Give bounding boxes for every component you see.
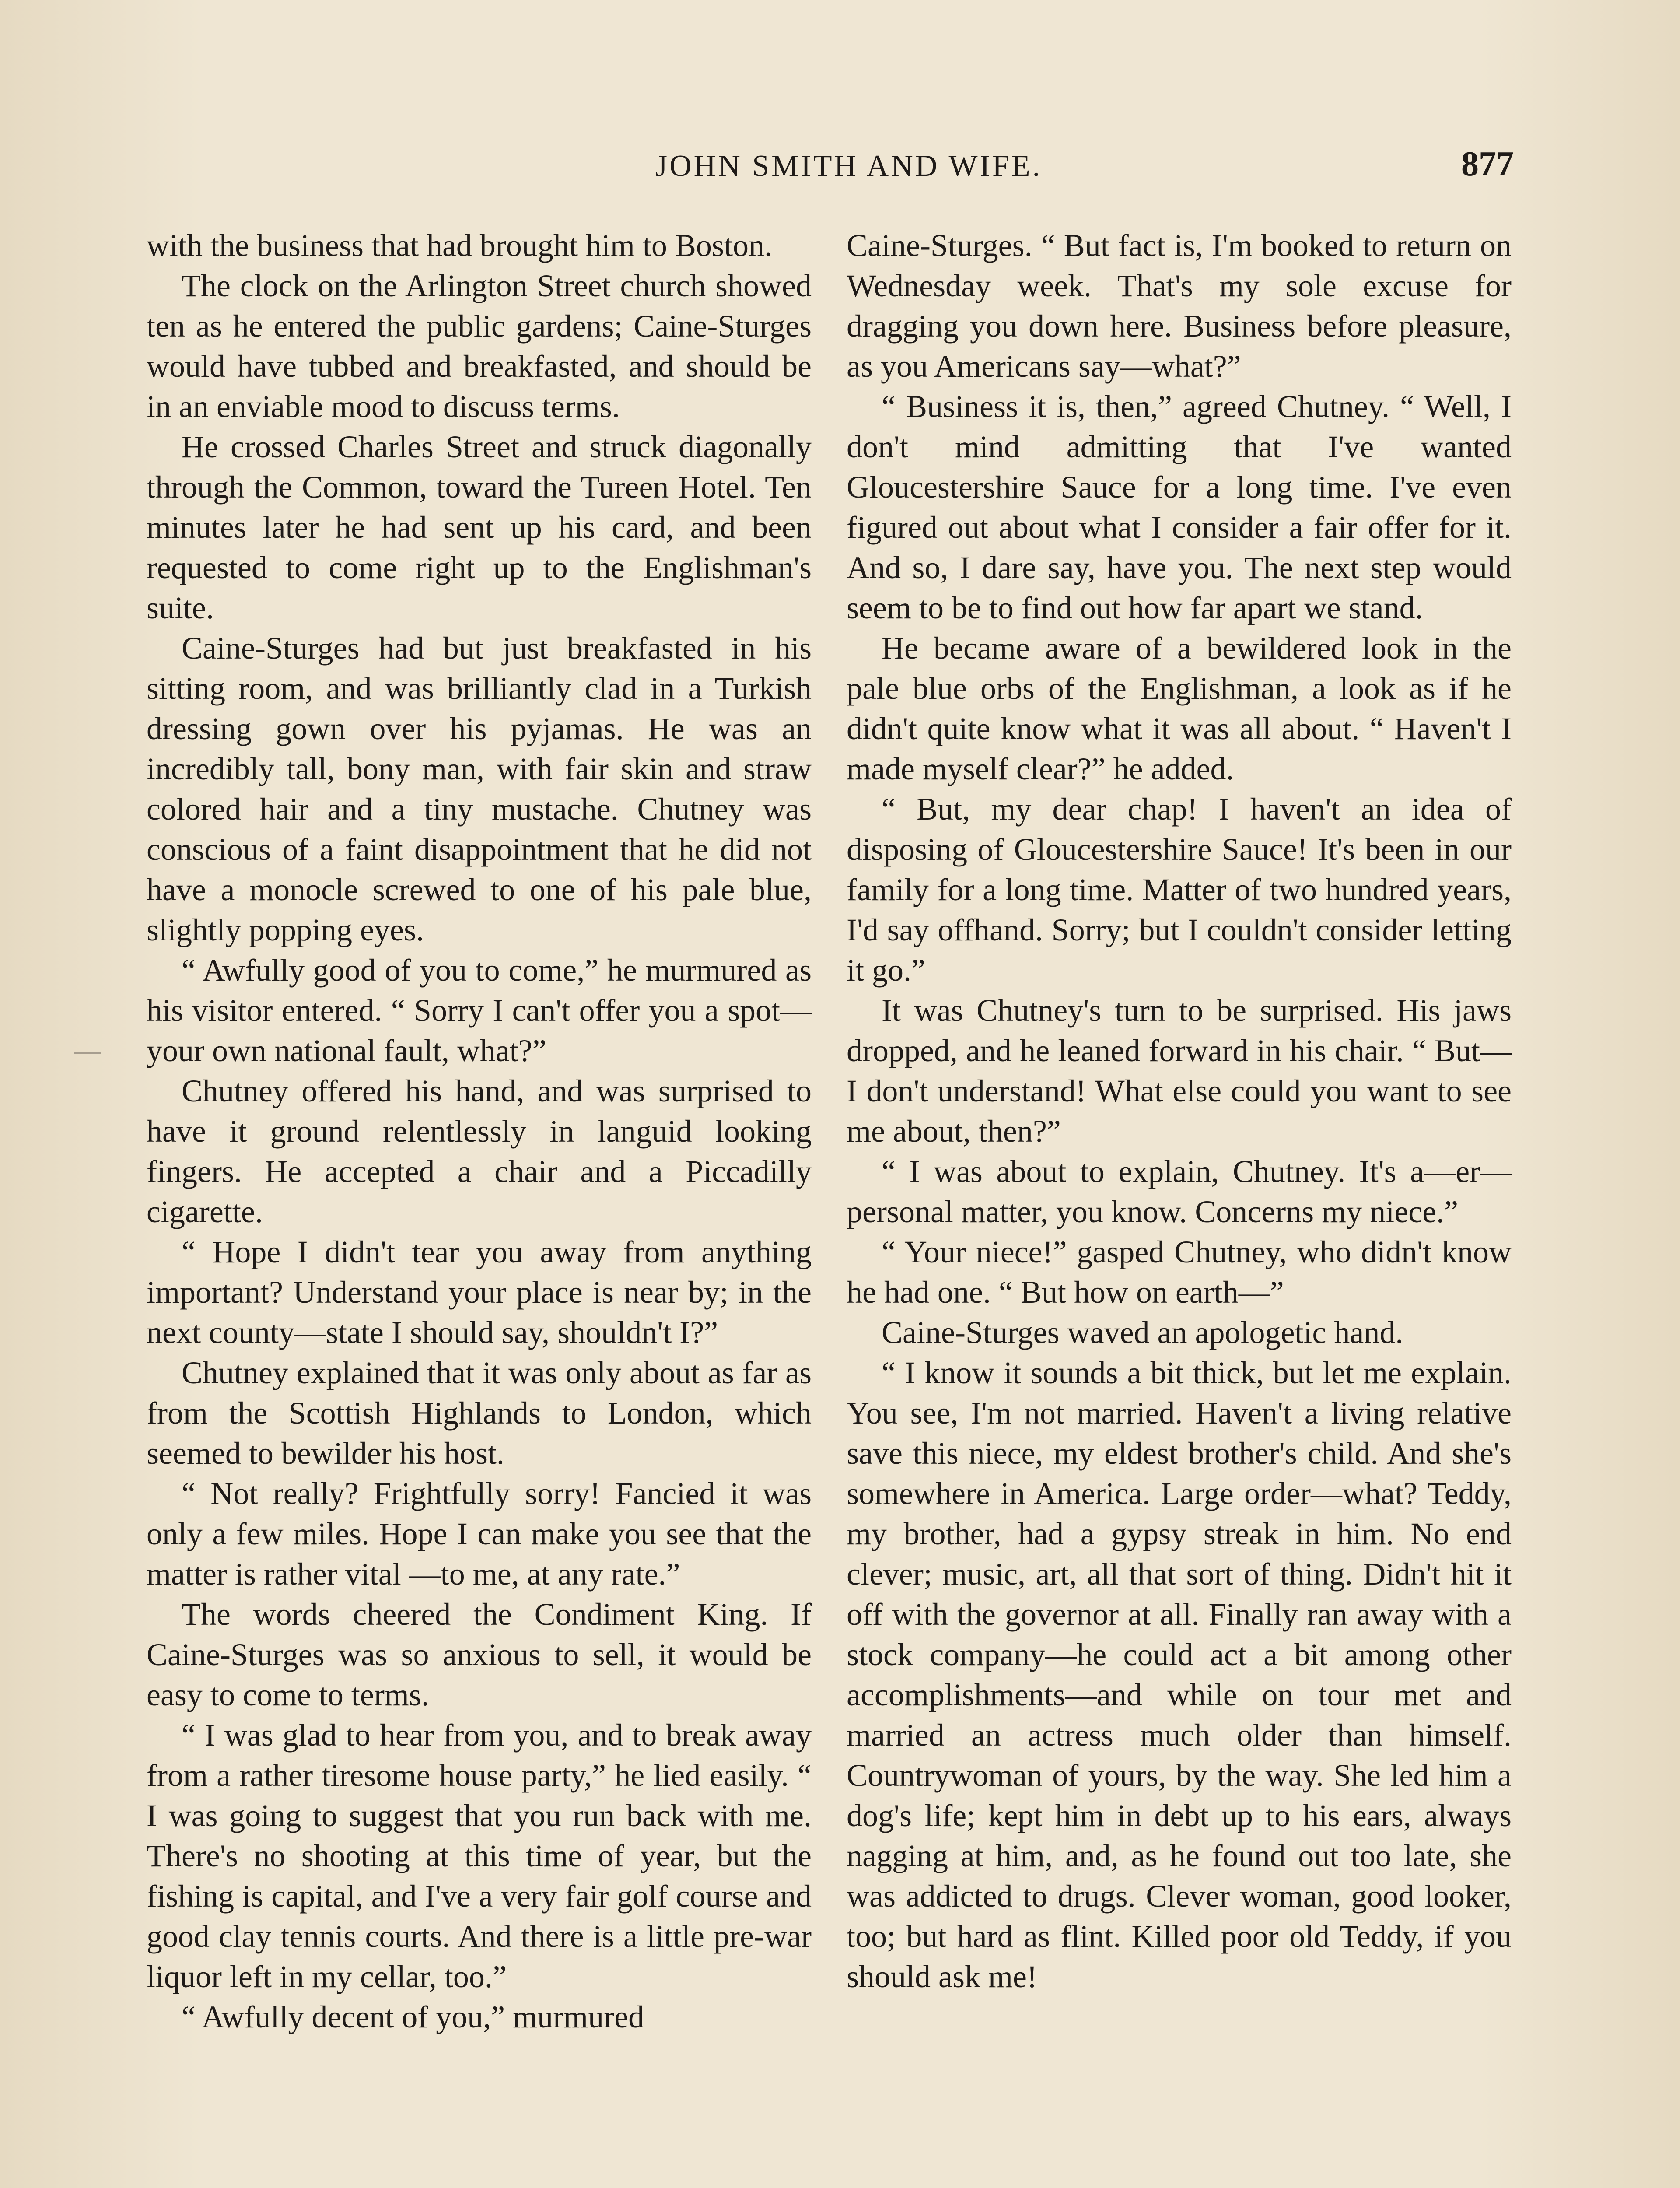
paragraph: “ Not really? Frightfully sorry! Fancied it was only a few miles. Hope I can make you see that the matter is rather vital —to me, at any rate.” [147,1476,812,1592]
paragraph: The words cheered the Condiment King. If Caine-Sturges was so anxious to sell, it would be easy to come to terms. [147,1597,812,1712]
paragraph: Chutney explained that it was only about as far as from the Scottish Highlands to London, which seemed to bewilder his host. [147,1355,812,1471]
page-number: 877 [1461,145,1514,183]
paragraph: “ But, my dear chap! I haven't an idea of disposing of Gloucestershire Sauce! It's been in our family for a long time. Matter of two hundred years, I'd say offhand. Sorry; but I couldn't consider letting it go.” [847,792,1512,988]
left-column [147,225,812,2037]
paragraph: “ Awfully decent of you,” murmured [182,1999,644,2034]
running-title: JOHN SMITH AND WIFE. [655,149,1043,183]
paragraph: “ I was about to explain, Chutney. It's a—er—personal matter, you know. Concerns my niece.” [847,1154,1512,1229]
paragraph: “ I know it sounds a bit thick, but let me explain. You see, I'm not married. Haven't a living relative save this niece, my eldest brother's child. And she's somewhere in America. Large order—what? Teddy, my brother, had a gypsy streak in him. No end clever; music, art, all that sort of thing. Didn't hit it off with the governor at all. Finally ran away with a stock company—he could act a bit among other accomplishments—and while on tour met and married an actress much older than himself. Countrywoman of yours, by the way. She led him a dog's life; kept him in debt up to his ears, always nagging at him, and, as he found out too late, she was addicted to drugs. Clever woman, good looker, too; but hard as flint. Killed poor old Teddy, if you should ask me! [847,1355,1512,1994]
paragraph: Chutney offered his hand, and was surprised to have it ground relentlessly in languid looking fingers. He accepted a chair and a Piccadilly cigarette. [147,1073,812,1229]
paragraph: The clock on the Arlington Street church showed ten as he entered the public gardens; Caine-Sturges would have tubbed and breakfasted, and should be in an enviable mood to discuss terms. [147,268,812,424]
paragraph: Caine-Sturges waved an apologetic hand. [882,1315,1404,1350]
paragraph: “ I was glad to hear from you, and to break away from a rather tiresome house party,” he lied easily. “ I was going to suggest that you run back with me. There's no shooting at this time of year, but the fishing is capital, and I've a very fair golf course and good clay tennis courts. And there is a little pre-war liquor left in my cellar, too.” [147,1718,812,1994]
paragraph: He crossed Charles Street and struck diagonally through the Common, toward the Tureen Hotel. Ten minutes later he had sent up his card, and been requested to come right up to the Englishman's suite. [147,429,812,625]
right-column [847,225,1512,1997]
margin-mark [74,1052,101,1054]
paragraph: “ Business it is, then,” agreed Chutney. “ Well, I don't mind admitting that I've wanted Gloucestershire Sauce for a long time. I've even figured out about what I consider a fair offer for it. And so, I dare say, have you. The next step would seem to be to find out how far apart we stand. [847,389,1512,625]
paragraph: Caine-Sturges. “ But fact is, I'm booked to return on Wednesday week. That's my sole excuse for dragging you down here. Business before pleasure, as you Americans say—what?” [847,228,1512,384]
paragraph: He became aware of a bewildered look in the pale blue orbs of the Englishman, a look as if he didn't quite know what it was all about. “ Haven't I made myself clear?” he added. [847,631,1512,786]
paragraph: “ Your niece!” gasped Chutney, who didn't know he had one. “ But how on earth—” [847,1234,1512,1310]
paragraph: “ Awfully good of you to come,” he murmured as his visitor entered. “ Sorry I can't offer you a spot—your own national fault, what?” [147,953,812,1068]
paragraph: Caine-Sturges had but just breakfasted in his sitting room, and was brilliantly clad in a Turkish dressing gown over his pyjamas. He was an incredibly tall, bony man, with fair skin and straw colored hair and a tiny mustache. Chutney was conscious of a faint disappointment that he did not have a monocle screwed to one of his pale blue, slightly popping eyes. [147,631,812,947]
paragraph: It was Chutney's turn to be surprised. His jaws dropped, and he leaned forward in his chair. “ But—I don't understand! What else could you want to see me about, then?” [847,993,1512,1149]
paragraph: with the business that had brought him to Boston. [147,228,772,263]
paragraph: “ Hope I didn't tear you away from anything important? Understand your place is near by; in the next county—state I should say, shouldn't I?” [147,1234,812,1350]
